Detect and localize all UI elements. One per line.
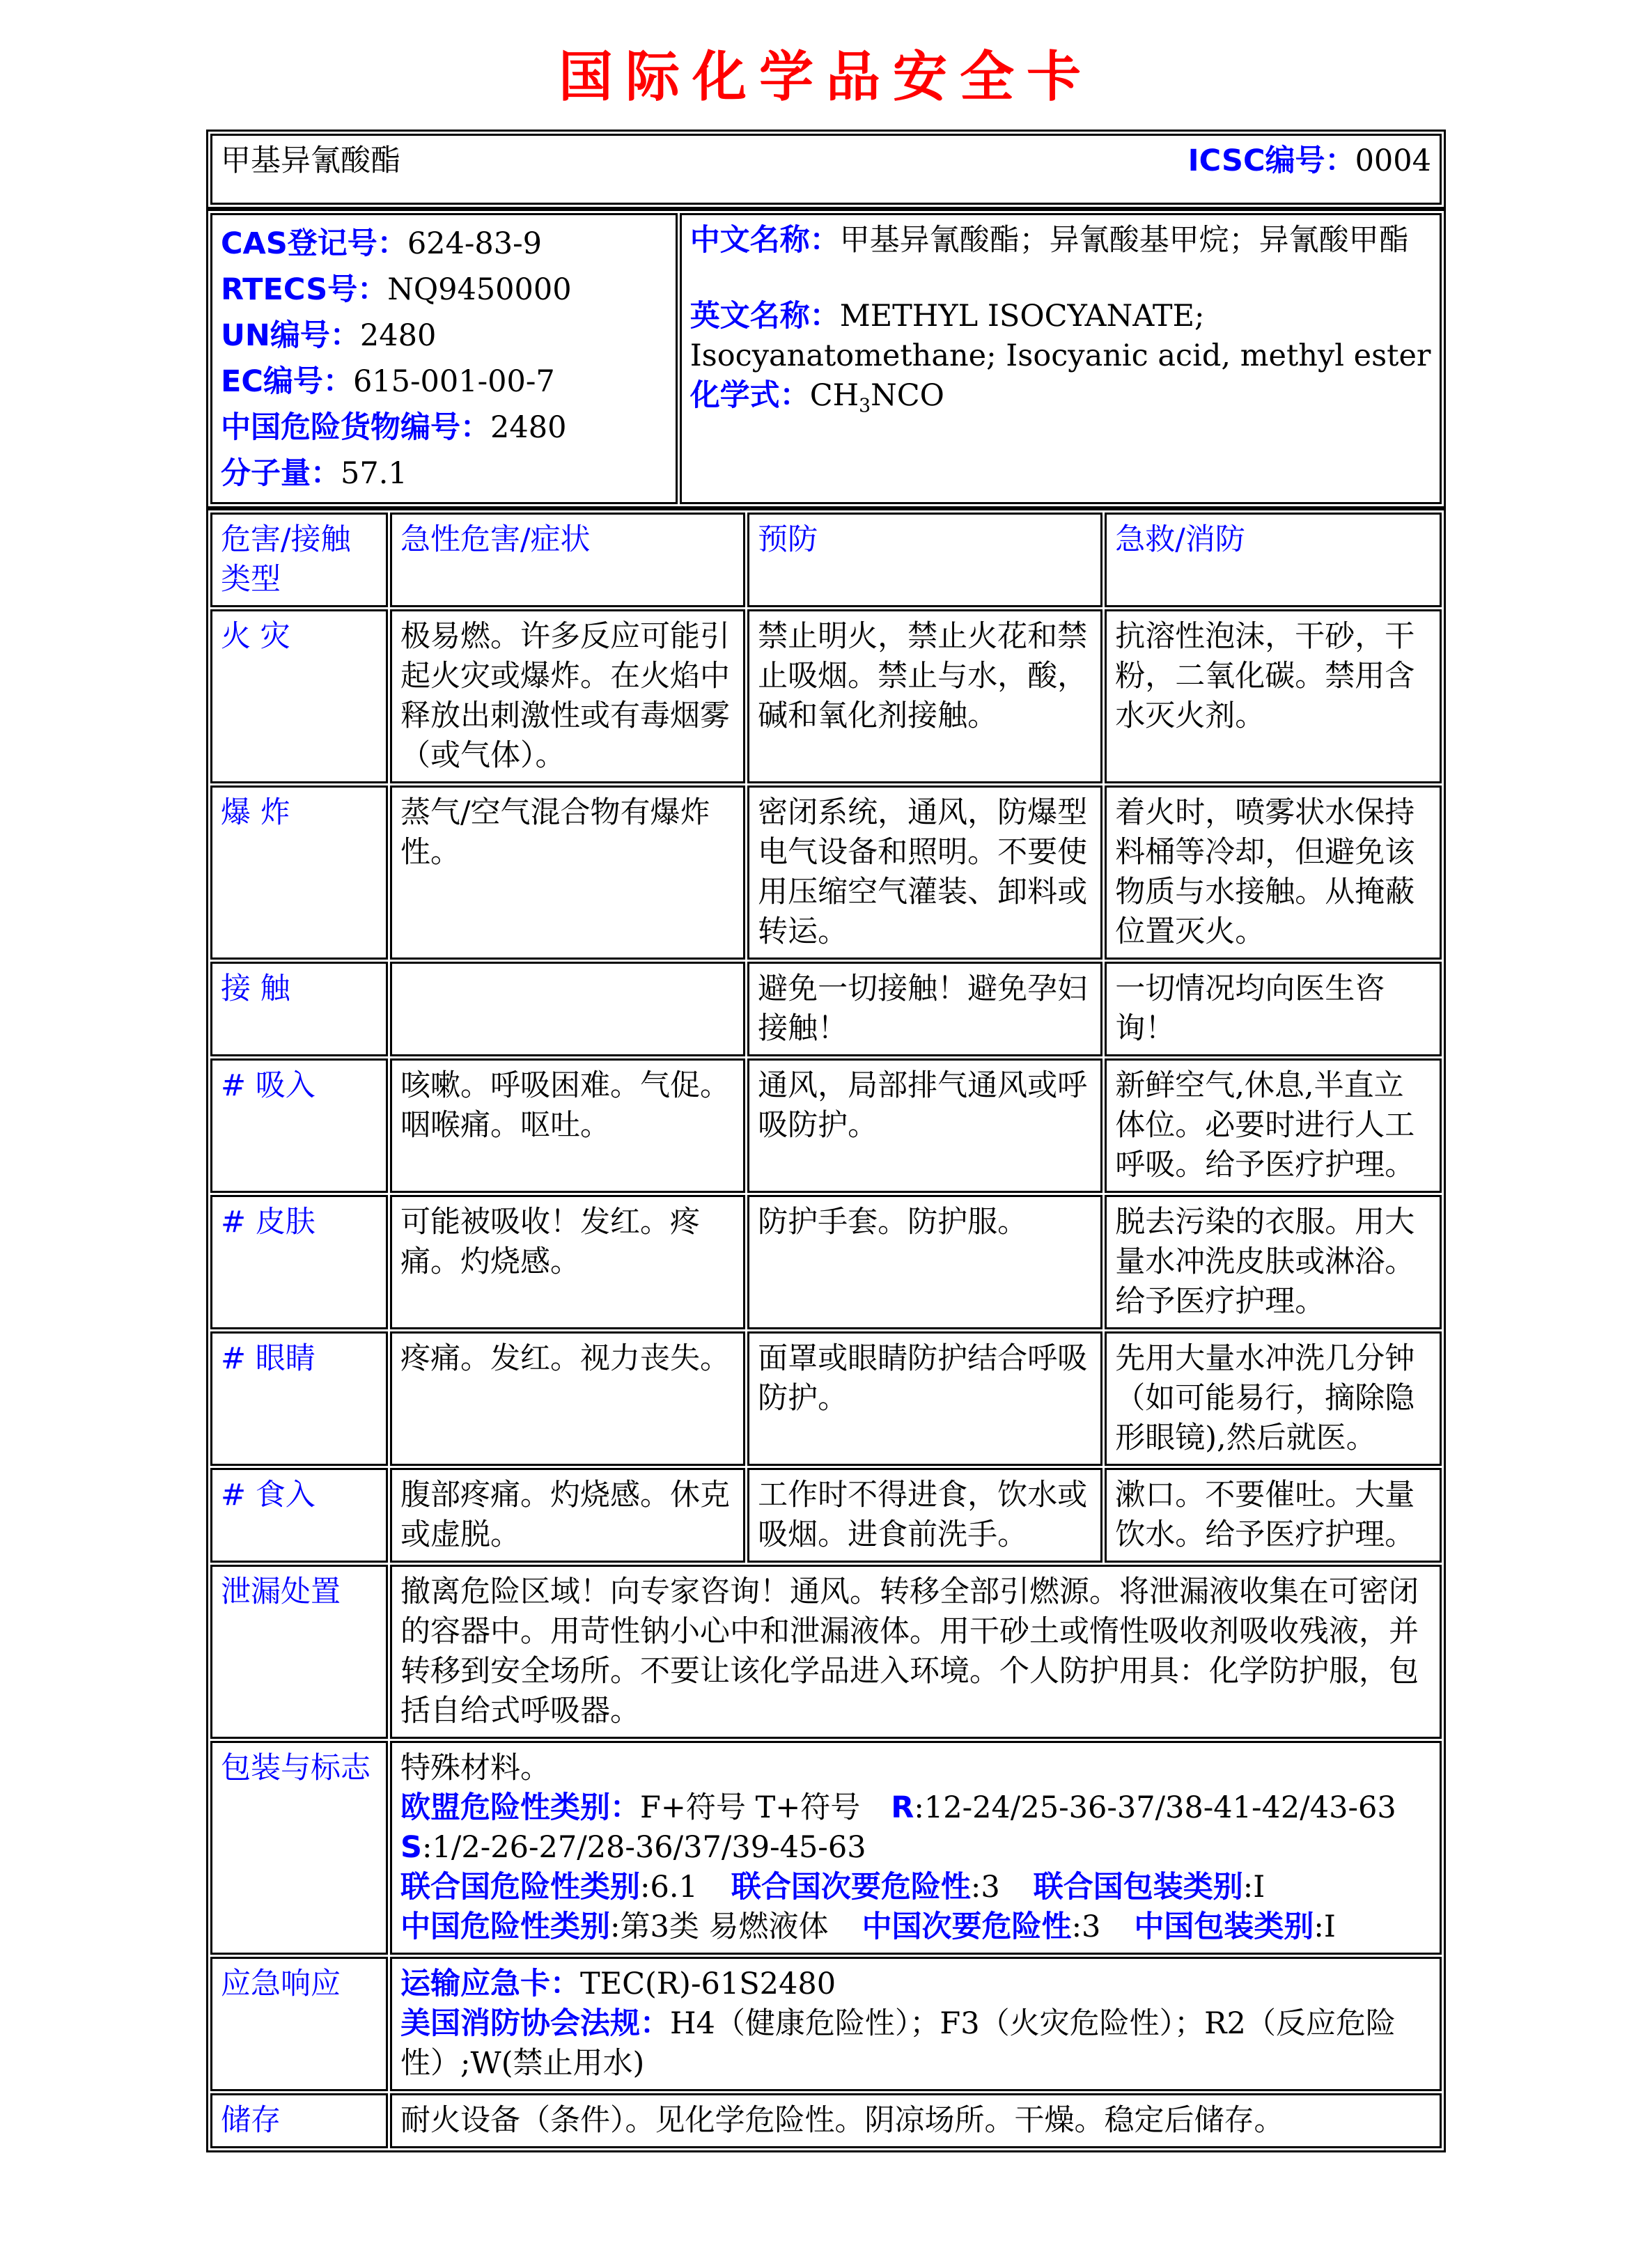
un-subsidiary-risk-value: :3 — [970, 1870, 1000, 1905]
chemical-formula-value — [809, 378, 944, 417]
card-header-table — [206, 130, 1446, 209]
nfpa-code — [400, 2004, 1431, 2084]
hazard-row-fire — [210, 609, 1442, 783]
cn-hazard-class-group — [400, 1909, 829, 1944]
spillage-text: 撤离危险区域！向专家咨询！通风。转移全部引燃源。将泄漏液收集在可密闭的容器中。用苛性钠小心中和泄漏液体。用干砂土或惰性吸收剂吸收残液，并转移到安全场所。不要让该化学品进入环境。个人防护用具：化学防护服，包括自给式呼吸器。 — [390, 1565, 1442, 1739]
hazard-row-eyes — [210, 1331, 1442, 1466]
cas-label: CAS登记号： — [221, 226, 407, 261]
inhalation-prevention: 通风，局部排气通风或呼吸防护。 — [747, 1058, 1102, 1193]
chinese-name-label: 中文名称： — [689, 223, 840, 258]
un-packing-group-label: 联合国包装类别 — [1033, 1870, 1243, 1905]
hazard-row-ingestion — [210, 1468, 1442, 1563]
row-emergency-response — [210, 1957, 1442, 2091]
eu-class-label: 欧盟危险性类别： — [400, 1790, 641, 1825]
r-phrases-value: :12-24/25-36-37/38-41-42/43-63 — [914, 1790, 1396, 1825]
ingestion-response: 漱口。不要催吐。大量饮水。给予医疗护理。 — [1105, 1468, 1442, 1563]
emergency-content — [390, 1957, 1442, 2091]
names-cell — [680, 213, 1442, 504]
hazard-row-contact — [210, 962, 1442, 1056]
china-dg-label: 中国危险货物编号： — [221, 410, 490, 445]
contact-prevention: 避免一切接触！避免孕妇接触！ — [747, 962, 1102, 1056]
emergency-label: 应急响应 — [210, 1957, 388, 2091]
header-acute-hazards: 急性危害/症状 — [390, 513, 745, 607]
card-header-row — [210, 134, 1442, 205]
spillage-label: 泄漏处置 — [210, 1565, 388, 1739]
ec-value: 615-001-00-7 — [352, 364, 555, 399]
china-dg-value: 2480 — [490, 410, 567, 445]
fire-symptoms: 极易燃。许多反应可能引起火灾或爆炸。在火焰中释放出刺激性或有毒烟雾（或气体）。 — [390, 609, 745, 783]
inhalation-response: 新鲜空气,休息,半直立体位。必要时进行人工呼吸。给予医疗护理。 — [1105, 1058, 1442, 1193]
identifiers-row — [210, 213, 1442, 504]
header-hazard-type-line2: 类型 — [221, 562, 281, 597]
cn-packing-group-value: :I — [1314, 1909, 1336, 1944]
chemical-formula-label: 化学式： — [689, 378, 810, 413]
explosion-response: 着火时，喷雾状水保持料桶等冷却，但避免该物质与水接触。从掩蔽位置灭火。 — [1105, 785, 1442, 960]
card-header-flex — [221, 141, 1431, 181]
un-number — [221, 313, 667, 359]
english-name-label: 英文名称： — [689, 299, 840, 334]
hazard-row-explosion — [210, 785, 1442, 960]
transport-emergency-card — [400, 1964, 1431, 2004]
un-subsidiary-risk-group — [731, 1870, 1000, 1905]
un-hazard-class-group — [400, 1870, 698, 1905]
ec-label: EC编号： — [221, 364, 353, 399]
safety-card — [206, 130, 1446, 2152]
skin-prevention: 防护手套。防护服。 — [747, 1195, 1102, 1329]
ingestion-prevention: 工作时不得进食，饮水或吸烟。进食前洗手。 — [747, 1468, 1102, 1563]
ingestion-symptoms: 腹部疼痛。灼烧感。休克或虚脱。 — [390, 1468, 745, 1563]
header-prevention: 预防 — [747, 513, 1102, 607]
row-spillage-disposal — [210, 1565, 1442, 1739]
identifiers-cell — [210, 213, 678, 504]
r-phrases-label: R — [891, 1790, 914, 1825]
molecular-weight-value: 57.1 — [341, 456, 407, 491]
explosion-prevention: 密闭系统，通风，防爆型电气设备和照明。不要使用压缩空气灌装、卸料或转运。 — [747, 785, 1102, 960]
nfpa-label: 美国消防协会法规： — [400, 2006, 671, 2041]
hazard-row-skin — [210, 1195, 1442, 1329]
explosion-symptoms: 蒸气/空气混合物有爆炸性。 — [390, 785, 745, 960]
rtecs-value: NQ9450000 — [387, 272, 572, 307]
cn-packing-group-label: 中国包装类别 — [1134, 1909, 1314, 1944]
substance-name: 甲基异氰酸酯 — [221, 143, 400, 178]
cn-packing-group — [1134, 1909, 1335, 1944]
packaging-s-line — [400, 1828, 1431, 1868]
un-label: UN编号： — [221, 318, 360, 353]
eyes-type-label: # 眼睛 — [210, 1331, 388, 1466]
eu-class-value: F+符号 T+符号 — [640, 1790, 861, 1825]
formula-prefix: CH — [809, 378, 859, 413]
cas-number — [221, 221, 667, 267]
formula-subscript: 3 — [859, 395, 871, 417]
packaging-eu-line — [400, 1788, 1431, 1828]
packaging-content — [390, 1741, 1442, 1955]
tec-value: TEC(R)-61S2480 — [580, 1967, 836, 2001]
eyes-symptoms: 疼痛。发红。视力丧失。 — [390, 1331, 745, 1466]
rtecs-label: RTECS号： — [221, 272, 388, 307]
chemical-formula — [690, 376, 1431, 426]
eyes-prevention: 面罩或眼睛防护结合呼吸防护。 — [747, 1331, 1102, 1466]
storage-text: 耐火设备（条件）。见化学危险性。阴凉场所。干燥。稳定后储存。 — [390, 2093, 1442, 2148]
hazard-table — [206, 508, 1446, 2152]
header-first-aid: 急救/消防 — [1105, 513, 1442, 607]
skin-response: 脱去污染的衣服。用大量水冲洗皮肤或淋浴。给予医疗护理。 — [1105, 1195, 1442, 1329]
china-dg-number — [221, 405, 667, 451]
cn-hazard-class-value: :第3类 易燃液体 — [610, 1909, 829, 1944]
packaging-un-line — [400, 1868, 1431, 1907]
un-packing-group — [1034, 1870, 1265, 1905]
fire-type-label: 火 灾 — [210, 609, 388, 783]
page-title: 国际化学品安全卡 — [558, 46, 1093, 109]
cn-subsidiary-risk-label: 中国次要危险性 — [862, 1909, 1072, 1944]
tec-label: 运输应急卡： — [400, 1967, 581, 2001]
rtecs-number — [221, 267, 667, 313]
card-header-cell — [210, 134, 1442, 205]
hazard-row-inhalation — [210, 1058, 1442, 1193]
s-phrases-label: S — [400, 1830, 423, 1865]
packaging-cn-line — [400, 1907, 1431, 1947]
chinese-name-value: 甲基异氰酸酯；异氰酸基甲烷；异氰酸甲酯 — [839, 223, 1409, 258]
icsc-number-label: ICSC编号： — [1187, 143, 1355, 178]
contact-type-label: 接 触 — [210, 962, 388, 1056]
un-subsidiary-risk-label: 联合国次要危险性 — [731, 1870, 971, 1905]
packaging-special-materials: 特殊材料。 — [400, 1751, 551, 1785]
icsc-number-group — [1188, 141, 1431, 181]
english-name — [690, 297, 1431, 376]
storage-label: 储存 — [210, 2093, 388, 2148]
s-phrases-value: :1/2-26-27/28-36/37/39-45-63 — [422, 1830, 866, 1865]
formula-suffix: NCO — [871, 378, 944, 413]
row-storage — [210, 2093, 1442, 2148]
contact-response: 一切情况均向医生咨询！ — [1105, 962, 1442, 1056]
cn-hazard-class-label: 中国危险性类别 — [400, 1909, 611, 1944]
explosion-type-label: 爆 炸 — [210, 785, 388, 960]
cn-subsidiary-risk-group — [862, 1909, 1101, 1944]
fire-response: 抗溶性泡沫，干砂，干粉，二氧化碳。禁用含水灭火剂。 — [1105, 609, 1442, 783]
safety-card-page — [0, 33, 1652, 2152]
cn-subsidiary-risk-value: :3 — [1071, 1909, 1101, 1944]
header-hazard-type-line1: 危害/接触 — [221, 522, 351, 557]
contact-symptoms — [390, 962, 745, 1056]
skin-type-label: # 皮肤 — [210, 1195, 388, 1329]
chinese-name — [690, 221, 1431, 260]
skin-symptoms: 可能被吸收！发红。疼痛。灼烧感。 — [390, 1195, 745, 1329]
un-value: 2480 — [359, 318, 437, 353]
ec-number — [221, 359, 667, 405]
un-hazard-class-label: 联合国危险性类别 — [400, 1870, 641, 1905]
eyes-response: 先用大量水冲洗几分钟（如可能易行，摘除隐形眼镜),然后就医。 — [1105, 1331, 1442, 1466]
inhalation-symptoms: 咳嗽。呼吸困难。气促。咽喉痛。呕吐。 — [390, 1058, 745, 1193]
nfpa-value: H4（健康危险性）；F3（火灾危险性）；R2（反应危险性）;W(禁止用水) — [400, 2006, 1396, 2081]
molecular-weight-label: 分子量： — [221, 456, 341, 491]
cas-value: 624-83-9 — [407, 226, 543, 261]
row-packaging-labelling — [210, 1741, 1442, 1955]
header-hazard-type — [210, 513, 388, 607]
un-packing-group-value: :I — [1242, 1870, 1265, 1905]
ingestion-type-label: # 食入 — [210, 1468, 388, 1563]
fire-prevention: 禁止明火，禁止火花和禁止吸烟。禁止与水，酸，碱和氧化剂接触。 — [747, 609, 1102, 783]
icsc-number-value: 0004 — [1355, 143, 1431, 178]
inhalation-type-label: # 吸入 — [210, 1058, 388, 1193]
un-hazard-class-value: :6.1 — [640, 1870, 698, 1905]
hazard-header-row — [210, 513, 1442, 607]
english-name-value: METHYL ISOCYANATE; Isocyanatomethane; Isocyanic acid, methyl ester — [689, 299, 1431, 373]
identifiers-table — [206, 209, 1446, 508]
packaging-label: 包装与标志 — [210, 1741, 388, 1955]
molecular-weight — [221, 451, 667, 497]
